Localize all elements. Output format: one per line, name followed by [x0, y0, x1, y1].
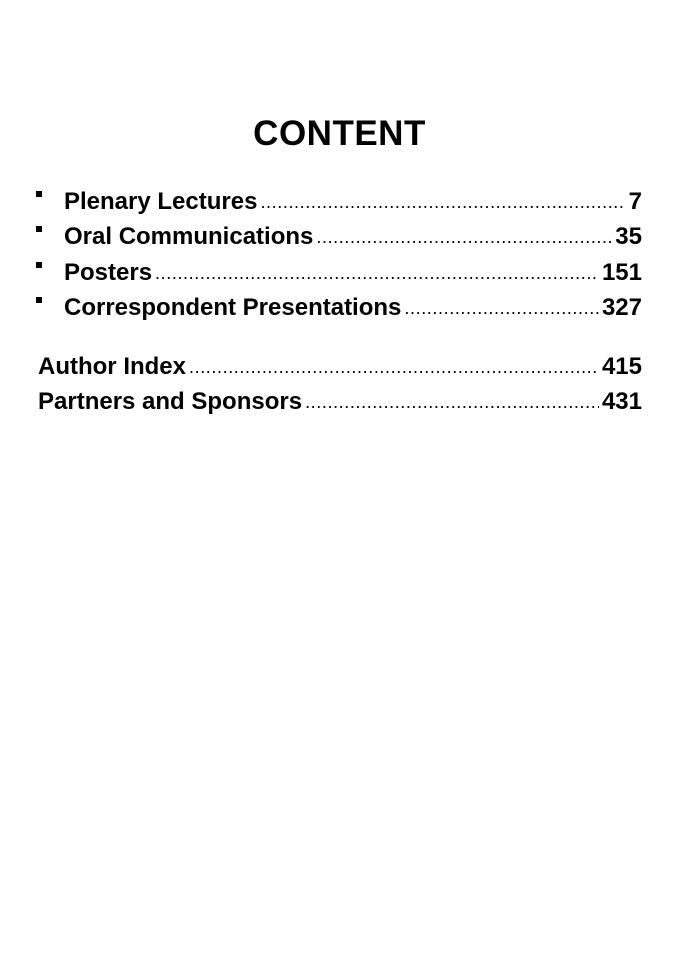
toc-entry-page: 35 — [615, 223, 642, 250]
dot-leader — [305, 385, 599, 420]
toc-entry-page: 415 — [601, 353, 642, 380]
toc-entry-label: Correspondent Presentations — [64, 294, 402, 321]
bullet-icon — [36, 280, 64, 315]
toc-entry-page: 327 — [601, 294, 642, 321]
dot-leader — [404, 291, 599, 326]
toc-entry-oral-communications — [36, 209, 642, 250]
toc-entry-plenary-lectures — [36, 174, 642, 215]
toc-entry-author-index — [38, 349, 642, 384]
bullet-icon — [36, 174, 64, 209]
bullet-icon — [36, 245, 64, 280]
toc-entry-page: 7 — [628, 188, 642, 215]
toc-entry-posters — [36, 245, 642, 286]
toc-entry-page: 151 — [601, 259, 642, 286]
toc-entry-label: Oral Communications — [64, 223, 314, 250]
page-title: CONTENT — [253, 114, 426, 153]
toc-entry-page: 431 — [601, 388, 642, 415]
toc-entry-label: Posters — [64, 259, 153, 286]
toc-entry-correspondent-presentations — [36, 280, 642, 321]
bullet-icon — [36, 209, 64, 244]
dot-leader — [189, 350, 599, 385]
toc-entry-label: Partners and Sponsors — [38, 388, 303, 415]
toc-entry-label: Plenary Lectures — [64, 188, 258, 215]
toc-entry-label: Author Index — [38, 353, 186, 380]
toc-entry-partners-and-sponsors — [38, 384, 642, 419]
